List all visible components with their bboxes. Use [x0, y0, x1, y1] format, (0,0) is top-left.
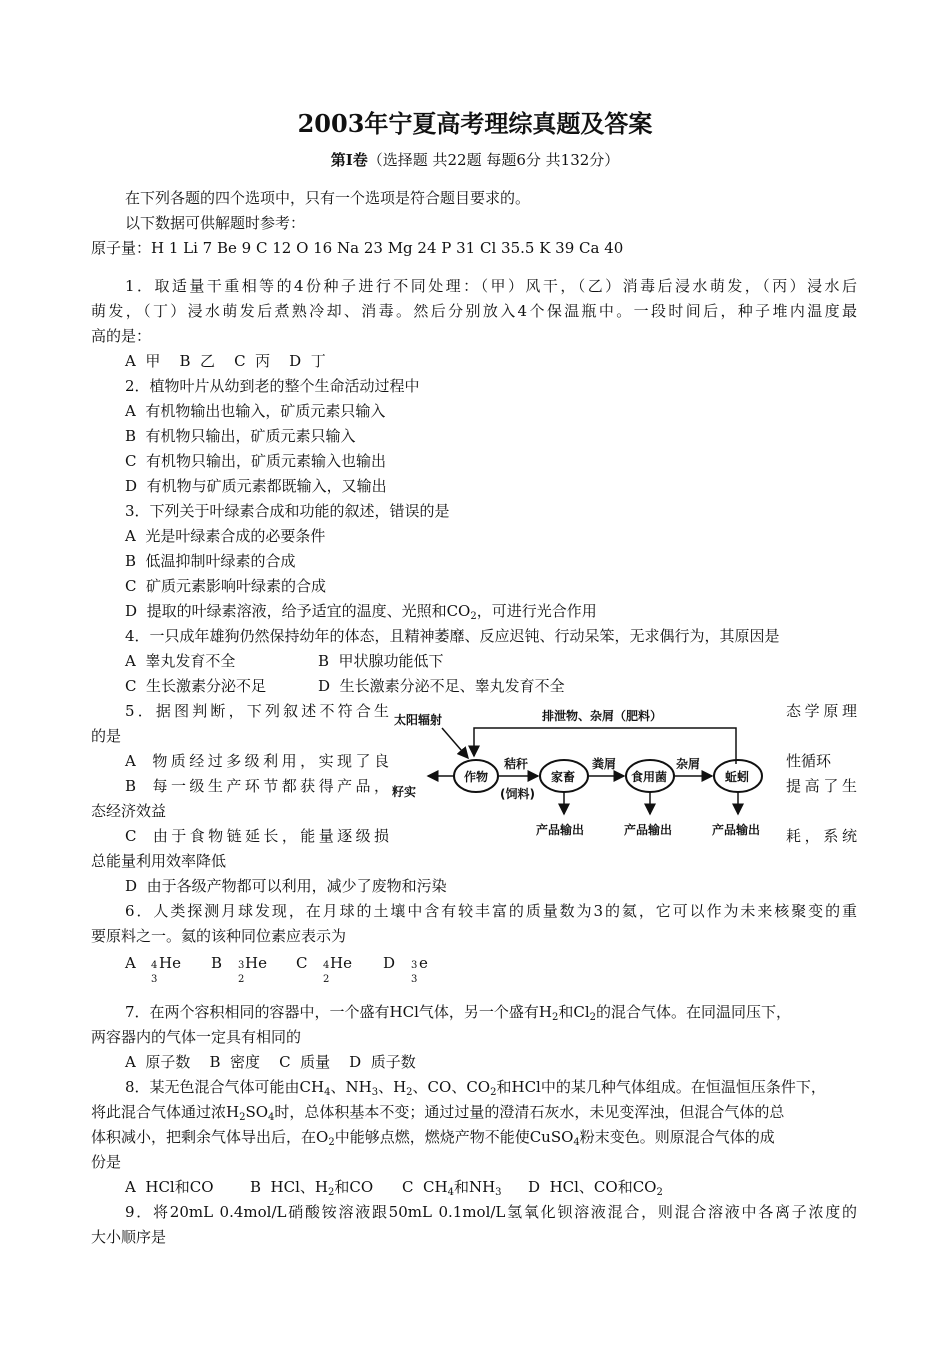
subscript: 2 [406, 1087, 413, 1098]
q2-option-c: C 有机物只输出，矿质元素输入也输出 [125, 452, 387, 470]
q2-option-a: A 有机物输出也输入，矿质元素只输入 [125, 402, 386, 420]
q8-line-3 [91, 1127, 775, 1147]
fertilizer-label: 排泄物、杂屑（肥料） [542, 709, 663, 723]
q8-option-b-a: B HCl、H [250, 1178, 328, 1196]
q4-option-b: B 甲状腺功能低下 [318, 652, 444, 670]
q8-l1-e: 和HCl中的某几种气体组成。在恒温恒压条件下， [496, 1078, 826, 1096]
q8-option-c [402, 1177, 502, 1197]
q7-options: A 原子数 B 密度 C 质量 D 质子数 [125, 1053, 416, 1071]
intro-line-2: 以下数据可供解题时参考： [125, 214, 306, 232]
q7-line-1 [125, 1002, 791, 1022]
q6-option-b-letter: B [211, 954, 223, 972]
q7-line-2: 两容器内的气体一定具有相同的 [91, 1028, 302, 1046]
output-label-2: 产品输出 [624, 823, 673, 837]
q6-option-a-letter: A [125, 954, 136, 972]
q1-line-1: 1．取适量干重相等的4份种子进行不同处理：（甲）风干，（乙）消毒后浸水萌发，（丙）浸水后 [125, 277, 857, 295]
q5-stem-right: 态学原理 [786, 702, 857, 720]
volume-name: 第Ⅰ卷 [330, 151, 368, 169]
subscript: 4 [573, 1137, 580, 1148]
intro-line-1: 在下列各题的四个选项中，只有一个选项是符合题目要求的。 [125, 189, 531, 207]
q1-line-2: 萌发，（丁）浸水萌发后煮熟冷却、消毒。然后分别放入4个保温瓶中。一段时间后，种子堆内温度最 [91, 302, 857, 320]
q7-line-1-a: 7．在两个容积相同的容器中，一个盛有HCl气体，另一个盛有H [125, 1003, 552, 1021]
q5-stem-left: 5．据图判断，下列叙述不符合生 [125, 702, 389, 720]
q5-option-b-left: B 每一级生产环节都获得产品， [125, 777, 389, 795]
q6-option-a-bottom: 3 [151, 974, 158, 985]
q8-l3-c: 粉末变色。则原混合气体的成 [579, 1128, 775, 1146]
subscript: 3 [495, 1187, 502, 1198]
q5-option-b-right: 提高了生 [786, 777, 857, 795]
q6-option-d-bottom: 3 [411, 974, 418, 985]
q9-line-1: 9．将20mL 0.4mol/L硝酸铵溶液跟50mL 0.1mol/L氢氧化钡溶液混合，则混合溶液中各离子浓度的 [125, 1203, 857, 1221]
q3-stem: 3．下列关于叶绿素合成和功能的叙述，错误的是 [125, 502, 450, 520]
feed-label: (饲料) [500, 787, 535, 801]
q9-line-2: 大小顺序是 [91, 1228, 167, 1246]
subscript: 3 [371, 1087, 379, 1098]
ecosystem-diagram [392, 700, 784, 848]
q6-line-1: 6．人类探测月球发现，在月球的土壤中含有较丰富的质量数为3的氦，它可以作为未来核聚变的重 [125, 902, 857, 920]
q3-option-d-tail: ，可进行光合作用 [476, 602, 597, 620]
sun-arrow [442, 728, 468, 758]
subscript: 2 [328, 1187, 335, 1198]
q8-option-d-a: D HCl、CO和CO [528, 1178, 657, 1196]
q4-stem: 4．一只成年雄狗仍然保持幼年的体态，且精神萎靡、反应迟钝、行动呆笨，无求偶行为，其原因是 [125, 627, 780, 645]
q6-option-b-bottom: 2 [238, 974, 245, 985]
q5-option-b-2: 态经济效益 [91, 802, 167, 820]
q6-option-c-symbol: He [330, 954, 352, 972]
q8-line-2 [91, 1102, 784, 1122]
q5-option-c-right: 耗，系统 [786, 827, 857, 845]
q5-option-d: D 由于各级产物都可以利用，减少了废物和污染 [125, 877, 447, 895]
q8-option-c-a: C CH [402, 1178, 448, 1196]
q6-option-d-letter: D [383, 954, 396, 972]
atomic-weights: 原子量：H 1 Li 7 Be 9 C 12 O 16 Na 23 Mg 24 P 31 Cl 35.5 K 39 Ca 40 [91, 239, 624, 257]
q6-options [125, 953, 428, 989]
output-label-1: 产品输出 [536, 823, 585, 837]
q2-option-b: B 有机物只输出，矿质元素只输入 [125, 427, 356, 445]
q7-line-1-b: 和Cl [558, 1003, 590, 1021]
q5-stem-2: 的是 [91, 727, 122, 745]
q8-l1-c: 、H [378, 1078, 407, 1096]
q6-option-c-top: 4 [323, 960, 330, 971]
q6-option-a-top: 4 [151, 960, 158, 971]
subscript: 4 [324, 1087, 331, 1098]
q8-l1-a: 8．某无色混合气体可能由CH [125, 1078, 325, 1096]
q1-options: A 甲 B 乙 C 丙 D 丁 [125, 352, 326, 370]
q5-option-c-2: 总能量利用效率降低 [91, 852, 227, 870]
q8-l2-a: 将此混合气体通过浓H [91, 1103, 240, 1121]
straw-label: 秸秆 [504, 757, 529, 771]
q3-option-d-text: D 提取的叶绿素溶液，给予适宜的温度、光照和CO [125, 602, 471, 620]
q8-option-a: A HCl和CO [125, 1178, 214, 1196]
q2-option-d: D 有机物与矿质元素都既输入，又输出 [125, 477, 387, 495]
subscript: 2 [656, 1187, 663, 1198]
residue-label: 杂屑 [676, 757, 701, 771]
subscript: 2 [490, 1087, 497, 1098]
q6-option-a-symbol: He [159, 954, 181, 972]
q4-option-d: D 生长激素分泌不足、睾丸发育不全 [318, 677, 565, 695]
q3-option-d [125, 601, 597, 621]
q4-option-c: C 生长激素分泌不足 [125, 677, 267, 695]
q8-l2-c: 时，总体积基本不变；通过过量的澄清石灰水，未见变浑浊，但混合气体的总 [274, 1103, 785, 1121]
q3-option-c: C 矿质元素影响叶绿素的合成 [125, 577, 327, 595]
q6-option-d-symbol: e [419, 954, 428, 972]
q6-option-b-symbol: He [245, 954, 267, 972]
crop-label: 作物 [464, 770, 489, 784]
q4-option-a: A 睾丸发育不全 [125, 652, 236, 670]
fungi-label: 食用菌 [631, 770, 668, 784]
sun-label: 太阳辐射 [394, 713, 443, 727]
subscript: 2 [328, 1137, 335, 1148]
q1-line-3: 高的是： [91, 327, 152, 345]
q8-l2-b: SO [245, 1103, 269, 1121]
subscript: 4 [268, 1112, 275, 1123]
q6-line-2: 要原料之一。氦的该种同位素应表示为 [91, 927, 347, 945]
q2-stem: 2．植物叶片从幼到老的整个生命活动过程中 [125, 377, 420, 395]
grain-label: 籽实 [392, 785, 417, 799]
q6-option-c-letter: C [296, 954, 308, 972]
subscript: 2 [589, 1012, 597, 1023]
q8-line-1 [125, 1077, 826, 1097]
output-label-3: 产品输出 [712, 823, 761, 837]
q8-l1-d: 、CO、CO [412, 1078, 491, 1096]
q6-option-c-bottom: 2 [323, 974, 330, 985]
q8-line-4: 份是 [91, 1153, 122, 1171]
q5-option-a-left: A 物质经过多级利用，实现了良 [125, 752, 389, 770]
q3-option-b: B 低温抑制叶绿素的合成 [125, 552, 296, 570]
subscript: 2 [470, 611, 477, 622]
volume-subtitle [0, 150, 950, 170]
q8-option-b-b: 和CO [334, 1178, 374, 1196]
q8-option-d [528, 1177, 663, 1197]
livestock-label: 家畜 [551, 770, 576, 784]
earthworm-label: 蚯蚓 [725, 770, 750, 784]
q5-option-a-right: 性循环 [786, 752, 832, 770]
q5-option-c-left: C 由于食物链延长，能量逐级损 [125, 827, 389, 845]
page-title: 2003年宁夏高考理综真题及答案 [297, 109, 653, 138]
q3-option-a: A 光是叶绿素合成的必要条件 [125, 527, 326, 545]
q6-option-b-top: 3 [238, 960, 245, 971]
volume-desc: （选择题 共22题 每题6分 共132分） [367, 151, 620, 169]
subscript: 2 [551, 1012, 559, 1023]
q8-option-b [250, 1177, 373, 1197]
q8-l1-b: 、NH [330, 1078, 372, 1096]
subscript: 4 [447, 1187, 454, 1198]
q8-option-c-b: 和NH [453, 1178, 496, 1196]
q6-option-d-top: 3 [411, 960, 418, 971]
manure-label: 粪屑 [592, 757, 617, 771]
q7-line-1-c: 的混合气体。在同温同压下， [596, 1003, 792, 1021]
q8-l3-a: 体积减小，把剩余气体导出后，在O [91, 1128, 329, 1146]
q8-l3-b: 中能够点燃，燃烧产物不能使CuSO [334, 1128, 574, 1146]
subscript: 2 [239, 1112, 246, 1123]
